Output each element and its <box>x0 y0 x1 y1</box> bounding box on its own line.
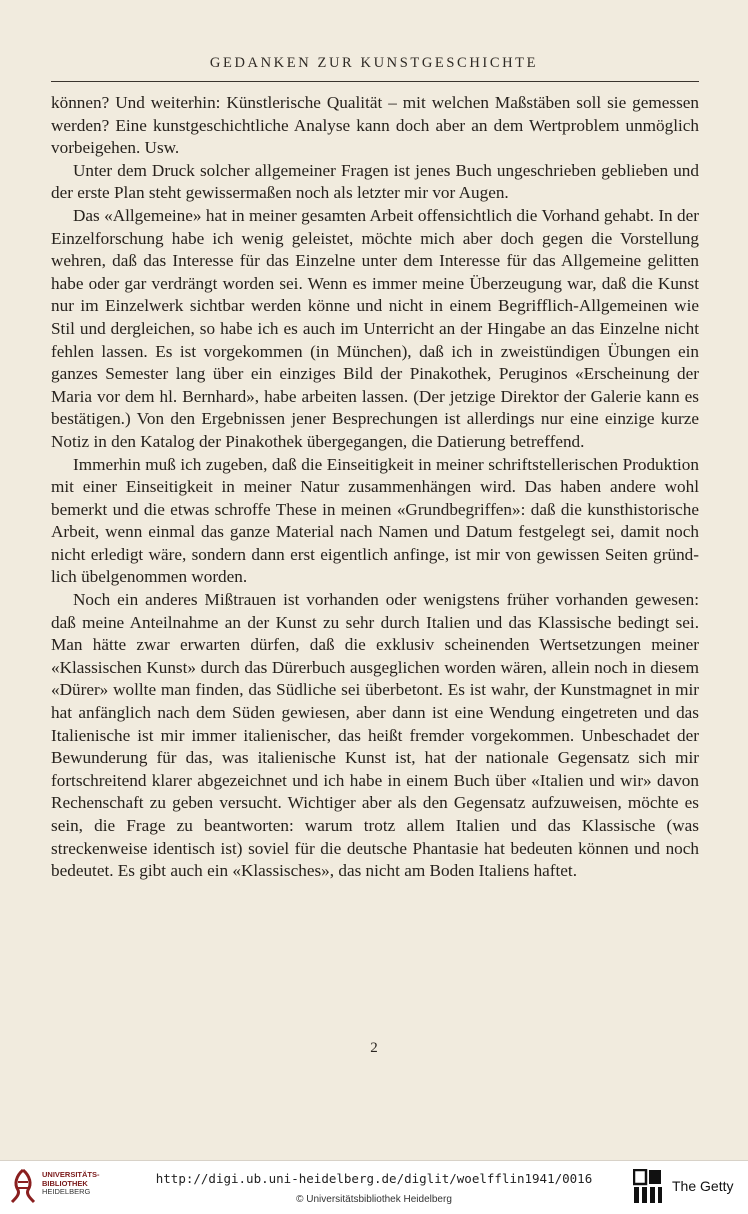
partner-name: The Getty <box>672 1178 734 1194</box>
page-number: 2 <box>370 1040 378 1056</box>
paragraph: Immerhin muß ich zugeben, daß die Einseitigkeit in meiner schriftstellerischen Produktion mit einer Einseitigkeit in meiner Natur zusammenhängen wird. Das haben andere wohl bemerkt und die etwas schroffe These in meinen «Grundbegriffen»: daß die kunsthistorische Arbeit, wenn einmal das ganze Material nach Namen und Datum festgelegt sei, damit noch nicht erledigt wäre, sondern dann erst eigentlich anfinge, ist mir von gewissen Seiten gründlich übelgenommen worden. <box>51 454 699 587</box>
paragraph: können? Und weiterhin: Künstlerische Qualität – mit welchen Maßstäben soll sie gemessen werden? Eine kunstgeschichtliche Analyse kann doch aber an dem Wertproblem unmöglich vorbeigehen. Usw. <box>51 93 699 158</box>
paragraph: Noch ein anderes Mißtrauen ist vorhanden oder wenigstens früher vorhanden gewesen: daß meine Anteilnahme an der Kunst zu sehr durch Italien und das Klassische bedingt sei. Man hätte zwar erwarten dürfen, daß die exklusiv scheinenden Wertsetzungen meiner «Klassischen Kunst» durch das Dürerbuch ausgeglichen worden wären, allein noch in diesem «Dürer» wollte man finden, das Südliche sei überbetont. Es ist wahr, der Kunstmagnet in mir hat anfänglich nach dem Süden gewiesen, aber dann ist eine Wendung eingetreten und das Italienische ist mir immer italienischer, das heißt fremder vorgekommen. Unbeschadet der Bewunderung für das, was italienische Kunst ist, hat der nationale Gegensatz sich mir fortschreitend klarer abgezeichnet und ich habe in einem Buch über «Italien und wir» davon Rechenschaft zu geben versucht. Wichtiger aber als den Gegensatz aufzuweisen, möchte es sein, die Frage zu beantworten: warum trotz allem Italien und das Klassische (was streckenweise identisch ist) soviel für die deutsche Phantasie hat bedeuten können und noch bedeutet. Es gibt auch ein «Klassisches», das nicht am Boden Italiens haftet. <box>51 590 699 881</box>
permalink-url[interactable]: http://digi.ub.uni-heidelberg.de/diglit/woelfflin1941/0016 <box>155 1171 593 1186</box>
running-head: GEDANKEN ZUR KUNSTGESCHICHTE <box>209 55 539 71</box>
paragraph: Unter dem Druck solcher allgemeiner Fragen ist jenes Buch ungeschrieben geblieben und der erste Plan steht gewissermaßen noch als letzter mir vor Augen. <box>51 160 699 203</box>
header-rule <box>51 81 699 82</box>
copyright-notice: © Universitätsbibliothek Heidelberg <box>296 1194 452 1205</box>
body-text <box>51 92 699 883</box>
library-name: UNIVERSITÄTS- BIBLIOTHEK HEIDELBERG <box>42 1170 100 1197</box>
paragraph: Das «Allgemeine» hat in meiner gesamten Arbeit offensichtlich die Vorhand gehabt. In der Einzelforschung habe ich wenig geleistet, möchte mich aber doch gegen die Vorstellung wehren, daß das Interesse für das Einzelne unter dem Interesse für das Allgemeine gelitten habe oder gar verdrängt worden sei. Wenn es immer meine Überzeugung war, daß die Kunst nur im Einzelwerk sichtbar werden könne und nicht in einem Begrifflich-Allgemeinen wie Stil und dergleichen, so habe ich es auch im Unterricht an der Hingabe an das Einzelne nicht fehlen lassen. Es ist vorgekommen (in München), daß ich in zweistündigen Übungen ein ganzes Semester lang über ein einziges Bild der Pinakothek, Peruginos «Erscheinung der Maria vor dem hl. Bernhard», habe arbeiten lassen. (Der jetzige Direktor der Galerie kann es bestätigen.) Von den Ergebnissen jener Besprechungen ist allerdings nur eine einzige kurze Notiz in den Katalog der Pinakothek übergegangen, die Datierung betreffend. <box>51 205 699 451</box>
digitization-footer <box>0 1160 748 1214</box>
getty-logo-icon <box>633 1169 663 1205</box>
